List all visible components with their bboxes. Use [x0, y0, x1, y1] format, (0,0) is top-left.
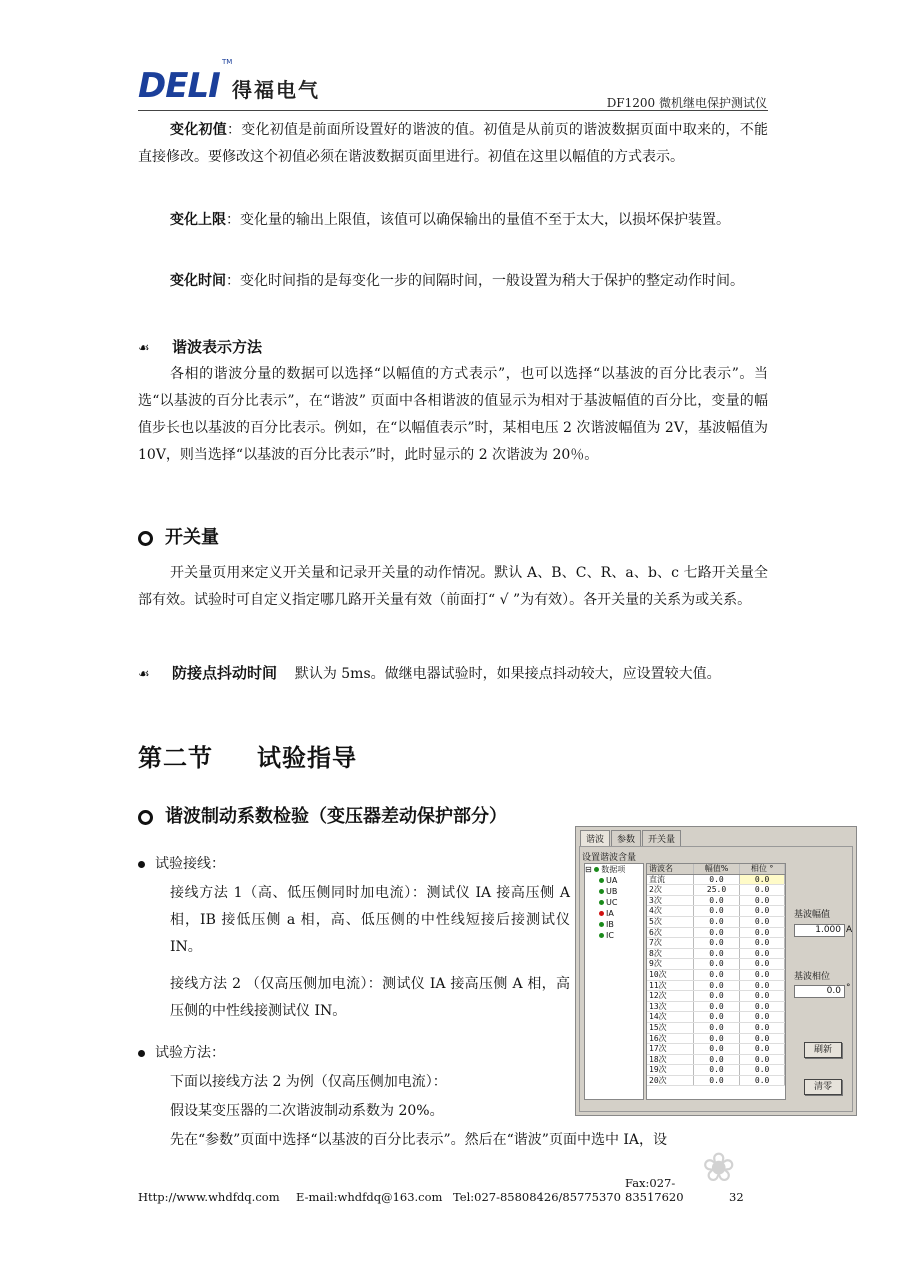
table-row[interactable] [647, 980, 785, 991]
harmonic-name-cell: 20次 [647, 1075, 693, 1086]
text-initial-value: ：变化初值是前面所设置好的谐波的值。初值是从前页的谐波数据页面中取来的，不能直接修改。要修改这个初值必须在谐波数据页面里进行。初值在这里以幅值的方式表示。 [138, 122, 769, 165]
heading-switch [138, 523, 219, 549]
status-dot-icon [599, 900, 604, 905]
amplitude-cell[interactable]: 0.0 [693, 938, 739, 949]
phase-cell[interactable]: 0.0 [740, 980, 785, 991]
data-tree [584, 863, 644, 1100]
harmonic-name-cell: 9次 [647, 959, 693, 970]
dialog-panel [579, 846, 853, 1112]
tree-item-label: IC [606, 931, 614, 940]
amplitude-cell[interactable]: 0.0 [693, 1075, 739, 1086]
harmonic-name-cell: 15次 [647, 1022, 693, 1033]
amplitude-cell[interactable]: 0.0 [693, 1033, 739, 1044]
dot-bullet-icon [138, 861, 145, 868]
amplitude-cell[interactable]: 0.0 [693, 927, 739, 938]
harmonic-name-cell: 5次 [647, 916, 693, 927]
phase-cell[interactable]: 0.0 [740, 948, 785, 959]
text-change-time: ：变化时间指的是每变化一步的间隔时间，一般设置为稍大于保护的整定动作时间。 [226, 273, 744, 289]
tab-harmonic[interactable]: 谐波 [580, 830, 610, 846]
table-row[interactable] [647, 916, 785, 927]
base-phase-input[interactable]: 0.0 [794, 985, 845, 998]
table-row[interactable] [647, 874, 785, 885]
tree-item-label: UB [606, 887, 618, 896]
harmonic-name-cell: 13次 [647, 1001, 693, 1012]
status-dot-icon [599, 878, 604, 883]
ring-bullet-icon [138, 810, 153, 825]
tree-item-label: IB [606, 920, 614, 929]
table-row[interactable] [647, 1022, 785, 1033]
grid-header [647, 864, 785, 874]
table-row[interactable] [647, 969, 785, 980]
base-amp-label: 基波幅值 [794, 910, 831, 920]
paragraph-upper-limit [138, 207, 768, 234]
table-row[interactable] [647, 906, 785, 917]
footer-fax: Fax:027-83517620 [625, 1176, 684, 1204]
tree-item-uc[interactable] [585, 897, 643, 908]
paragraph-change-time [138, 268, 768, 295]
debounce-text: 默认为 5ms。做继电器试验时，如果接点抖动较大，应设置较大值。 [294, 666, 721, 682]
harmonic-name-cell: 16次 [647, 1033, 693, 1044]
heading-text: 谐波制动系数检验（变压器差动保护部分） [165, 806, 507, 827]
phase-cell[interactable]: 0.0 [740, 895, 785, 906]
phase-cell[interactable]: 0.0 [740, 906, 785, 917]
base-phase-unit: ° [846, 983, 851, 993]
section-number: 第二节 [138, 744, 213, 772]
amplitude-cell[interactable]: 25.0 [693, 885, 739, 896]
clear-button[interactable]: 清零 [804, 1079, 842, 1095]
method-title-text: 试验方法： [155, 1045, 225, 1061]
amplitude-cell[interactable]: 0.0 [693, 959, 739, 970]
phase-cell[interactable]: 0.0 [740, 969, 785, 980]
base-amp-input[interactable]: 1.000 [794, 924, 845, 937]
paragraph-wiring1: 接线方法 1（高、低压侧同时加电流）：测试仪 IA 接高压侧 A 相，IB 接低压侧 a 相，高、低压侧的中性线短接后接测试仪 IN。 [170, 885, 570, 955]
tree-item-ua[interactable] [585, 875, 643, 886]
table-row[interactable] [647, 1065, 785, 1076]
heading-text: 谐波表示方法 [172, 338, 263, 356]
amplitude-cell[interactable]: 0.0 [693, 1012, 739, 1023]
table-row[interactable] [647, 938, 785, 949]
phase-cell[interactable]: 0.0 [740, 1044, 785, 1055]
phase-cell[interactable]: 0.0 [740, 991, 785, 1002]
amplitude-cell[interactable]: 0.0 [693, 1022, 739, 1033]
tree-root-label: 数据项 [601, 865, 626, 874]
term-upper-limit: 变化上限 [170, 212, 226, 228]
amplitude-cell[interactable]: 0.0 [693, 969, 739, 980]
doc-title: DF1200 微机继电保护测试仪 [606, 96, 767, 110]
amplitude-cell[interactable]: 0.0 [693, 874, 739, 885]
tree-item-ic[interactable] [585, 930, 643, 941]
status-dot-icon [599, 889, 604, 894]
harmonic-name-cell: 3次 [647, 895, 693, 906]
group-label: 设置谐波含量 [582, 853, 637, 863]
trademark-mark: TM [222, 58, 233, 66]
table-row[interactable] [647, 927, 785, 938]
table-row[interactable] [647, 948, 785, 959]
footer-email: E-mail:whdfdq@163.com [296, 1190, 443, 1204]
company-logo: DELI [138, 66, 220, 106]
paragraph-method1: 下面以接线方法 2 为例（仅高压侧加电流）： [170, 1074, 447, 1090]
amplitude-cell[interactable]: 0.0 [693, 1044, 739, 1055]
tree-root[interactable]: ⊟ 数据项 [585, 865, 626, 874]
harmonic-name-cell: 14次 [647, 1012, 693, 1023]
phase-cell[interactable]: 0.0 [740, 1065, 785, 1076]
harmonic-name-cell: 7次 [647, 938, 693, 949]
harmonic-name-cell: 18次 [647, 1054, 693, 1065]
footer-website: Http://www.whdfdq.com [138, 1190, 280, 1204]
refresh-button[interactable]: 刷新 [804, 1042, 842, 1058]
paragraph-wiring2: 接线方法 2 （仅高压侧加电流）：测试仪 IA 接高压侧 A 相，高压侧的中性线接测试仪 IN。 [170, 976, 570, 1019]
amplitude-cell[interactable]: 0.0 [693, 991, 739, 1002]
harmonic-name-cell: 17次 [647, 1044, 693, 1055]
amplitude-cell[interactable]: 0.0 [693, 906, 739, 917]
tree-item-label: IA [606, 909, 614, 918]
dialog-tabs [580, 830, 682, 845]
table-row[interactable] [647, 1075, 785, 1086]
paragraph-method2: 假设某变压器的二次谐波制动系数为 20%。 [170, 1103, 444, 1119]
company-name: 得福电气 [232, 78, 320, 102]
phase-cell[interactable]: 0.0 [740, 874, 785, 885]
tree-item-label: UA [606, 876, 618, 885]
table-row[interactable] [647, 885, 785, 896]
amplitude-cell[interactable]: 0.0 [693, 980, 739, 991]
paragraph-switch: 开关量页用来定义开关量和记录开关量的动作情况。默认 A、B、C、R、a、b、c 七路开关量全部有效。试验时可自定义指定哪几路开关量有效（前面打“ √ ”为有效）。各开关量的关系为或关系。 [138, 565, 768, 608]
table-row[interactable] [647, 959, 785, 970]
fleuron-icon: ☙ [138, 667, 150, 682]
col-header: 相位 ° [740, 864, 785, 874]
phase-cell[interactable]: 0.0 [740, 1033, 785, 1044]
phase-cell[interactable]: 0.0 [740, 959, 785, 970]
term-initial-value: 变化初值 [170, 122, 227, 138]
base-phase-label: 基波相位 [794, 972, 831, 982]
phase-cell[interactable]: 0.0 [740, 938, 785, 949]
harmonic-name-cell: 11次 [647, 980, 693, 991]
fleuron-icon: ☙ [138, 341, 150, 356]
amplitude-cell[interactable]: 0.0 [693, 1065, 739, 1076]
table-row[interactable] [647, 1001, 785, 1012]
text-upper-limit: ：变化量的输出上限值，该值可以确保输出的量值不至于太大，以损坏保护装置。 [226, 212, 730, 228]
tab-switch[interactable]: 开关量 [642, 830, 681, 846]
harmonic-name-cell: 10次 [647, 969, 693, 980]
col-header: 幅值% [693, 864, 739, 874]
heading-text: 开关量 [165, 527, 219, 548]
status-dot-icon [599, 922, 604, 927]
tree-item-label: UC [606, 898, 618, 907]
tab-params[interactable]: 参数 [611, 830, 641, 846]
harmonic-name-cell: 12次 [647, 991, 693, 1002]
heading-harmonic-repr [138, 336, 262, 357]
table-row[interactable] [647, 895, 785, 906]
harmonic-name-cell: 直流 [647, 874, 693, 885]
tree-item-ub[interactable] [585, 886, 643, 897]
ring-bullet-icon [138, 531, 153, 546]
status-dot-icon [594, 867, 599, 872]
harmonic-name-cell: 19次 [647, 1065, 693, 1076]
phase-cell[interactable]: 0.0 [740, 1054, 785, 1065]
phase-cell[interactable]: 0.0 [740, 1075, 785, 1086]
amplitude-cell[interactable]: 0.0 [693, 895, 739, 906]
paragraph-harmonic-repr: 各相的谐波分量的数据可以选择“以幅值的方式表示”，也可以选择“以基波的百分比表示”。当选“以基波的百分比表示”，在“谐波” 页面中各相谐波的值显示为相对于基波幅值的百分比，变量的幅值步长也以基波的百分比表示。例如，在“以幅值表示”时，某相电压 2 次谐波幅值为 2V，基波幅值为 10V，则当选择“以基波的百分比表示”时，此时显示的 2 次谐波为 20％。 [138, 366, 768, 463]
harmonic-name-cell: 8次 [647, 948, 693, 959]
debounce-title: 防接点抖动时间 [172, 664, 278, 682]
paw-icon: ❀ [702, 1145, 736, 1191]
phase-cell[interactable]: 0.0 [740, 885, 785, 896]
status-dot-icon [599, 911, 604, 916]
table-row[interactable] [647, 991, 785, 1002]
footer-page: 32 [729, 1190, 744, 1204]
term-change-time: 变化时间 [170, 273, 226, 289]
dot-bullet-icon [138, 1050, 145, 1057]
paragraph-initial-value [138, 117, 768, 171]
amplitude-cell[interactable]: 0.0 [693, 948, 739, 959]
table-row[interactable] [647, 1044, 785, 1055]
amplitude-cell[interactable]: 0.0 [693, 1001, 739, 1012]
wiring-title-text: 试验接线： [155, 856, 225, 872]
section-subtitle: 试验指导 [257, 744, 357, 772]
col-header: 谐波名 [647, 864, 693, 874]
harmonic-name-cell: 2次 [647, 885, 693, 896]
phase-cell[interactable]: 0.0 [740, 927, 785, 938]
status-dot-icon [599, 933, 604, 938]
harmonic-dialog-screenshot [575, 826, 857, 1116]
paragraph-debounce [138, 660, 768, 688]
footer-tel: Tel:027-85808426/85775370 [453, 1190, 621, 1204]
phase-cell[interactable]: 0.0 [740, 1012, 785, 1023]
harmonic-grid [646, 863, 786, 1100]
base-amp-unit: A [846, 925, 853, 935]
phase-cell[interactable]: 0.0 [740, 916, 785, 927]
tree-item-ib[interactable] [585, 919, 643, 930]
table-row[interactable] [647, 1033, 785, 1044]
header-divider [138, 110, 768, 111]
wiring-title [138, 851, 558, 878]
table-row[interactable] [647, 1012, 785, 1023]
amplitude-cell[interactable]: 0.0 [693, 1054, 739, 1065]
table-row[interactable] [647, 1054, 785, 1065]
harmonic-name-cell: 4次 [647, 906, 693, 917]
method-title [138, 1040, 558, 1067]
tree-item-ia[interactable] [585, 908, 643, 919]
heading-harmonic-test [138, 802, 507, 828]
footer [138, 1176, 778, 1204]
amplitude-cell[interactable]: 0.0 [693, 916, 739, 927]
section-heading [138, 738, 357, 773]
phase-cell[interactable]: 0.0 [740, 1001, 785, 1012]
phase-cell[interactable]: 0.0 [740, 1022, 785, 1033]
harmonic-name-cell: 6次 [647, 927, 693, 938]
paragraph-method3: 先在“参数”页面中选择“以基波的百分比表示”。然后在“谐波”页面中选中 IA，设 [170, 1132, 668, 1148]
